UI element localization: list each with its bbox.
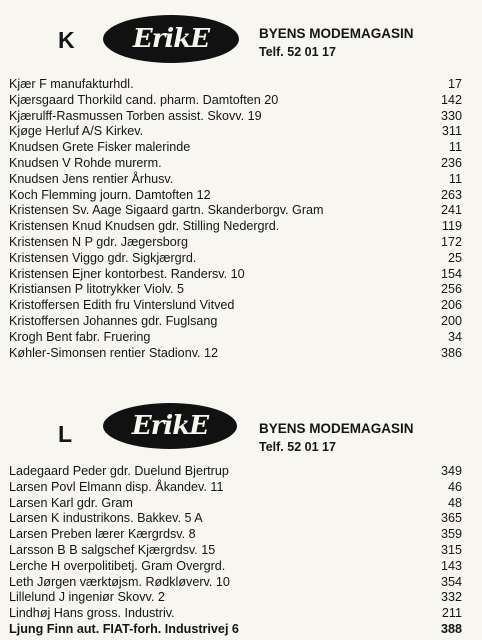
erike-logo: ErikE (103, 403, 237, 449)
store-slogan: BYENS MODEMAGASIN (259, 421, 414, 436)
entry-number: 311 (441, 124, 462, 139)
entry-name: Kristensen Sv. Aage Sigaard gartn. Skanderborgv. Gram (9, 203, 324, 218)
entry-name: Ljung Finn aut. FIAT-forh. Industrivej 6 (9, 621, 239, 636)
entry-number: 263 (440, 187, 462, 202)
directory-list (0, 464, 482, 638)
directory-entry (0, 622, 482, 638)
entry-number: 200 (440, 313, 462, 328)
entry-number: 17 (447, 77, 462, 91)
entry-number: 119 (441, 219, 462, 234)
directory-entry (0, 203, 482, 219)
entry-name: Knudsen Grete Fisker malerinde (9, 140, 191, 155)
entry-number: 332 (440, 590, 462, 605)
entry-number: 46 (447, 479, 462, 494)
entry-name: Kristensen Knud Knudsen gdr. Stilling Nedergrd. (9, 219, 280, 234)
directory-entry (0, 124, 482, 140)
entry-number: 154 (440, 266, 462, 281)
directory-entry (0, 77, 482, 93)
directory-entry (0, 109, 482, 125)
entry-number: 48 (447, 495, 462, 510)
entry-number: 142 (440, 92, 462, 107)
directory-entry (0, 330, 482, 346)
directory-entry (0, 282, 482, 298)
directory-entry (0, 298, 482, 314)
directory-entry (0, 590, 482, 606)
entry-number: 172 (440, 234, 462, 249)
entry-name: Lerche H overpolitibetj. Gram Overgrd. (9, 558, 226, 573)
directory-entry (0, 251, 482, 267)
entry-number: 211 (441, 606, 462, 621)
entry-number: 349 (440, 464, 462, 478)
directory-entry (0, 559, 482, 575)
entry-number: 11 (448, 140, 462, 155)
entry-name: Kristensen Ejner kontorbest. Randersv. 10 (9, 266, 245, 281)
erike-logo: ErikE (103, 15, 239, 63)
entry-name: Ladegaard Peder gdr. Duelund Bjertrup (9, 464, 229, 478)
entry-name: Knudsen V Rohde murerm. (9, 155, 162, 170)
entry-name: Larsen Karl gdr. Gram (9, 495, 133, 510)
store-phone: Telf. 52 01 17 (259, 45, 336, 59)
entry-name: Kristensen Viggo gdr. Sigkjærgrd. (9, 250, 197, 265)
entry-name: Kristensen N P gdr. Jægersborg (9, 234, 188, 249)
entry-name: Køhler-Simonsen rentier Stadionv. 12 (9, 345, 219, 360)
directory-entry (0, 172, 482, 188)
entry-name: Larsen Preben lærer Kærgrdsv. 8 (9, 527, 196, 542)
entry-number: 34 (447, 329, 462, 344)
directory-entry (0, 219, 482, 235)
directory-entry (0, 267, 482, 283)
entry-name: Lindhøj Hans gross. Industriv. (9, 606, 175, 621)
entry-number: 11 (448, 171, 462, 186)
entry-number: 143 (440, 558, 462, 573)
entry-number: 359 (440, 527, 462, 542)
entry-name: Leth Jørgen værktøjsm. Rødkløverv. 10 (9, 574, 230, 589)
store-phone: Telf. 52 01 17 (259, 440, 336, 454)
directory-entry (0, 346, 482, 362)
section-letter: L (58, 421, 73, 447)
directory-entry (0, 511, 482, 527)
entry-name: Krogh Bent fabr. Fruering (9, 329, 151, 344)
entry-name: Larsen K industrikons. Bakkev. 5 A (9, 511, 203, 526)
entry-number: 388 (440, 621, 462, 636)
entry-name: Kristiansen P litotrykker Violv. 5 (9, 282, 184, 297)
store-slogan: BYENS MODEMAGASIN (259, 26, 414, 41)
entry-number: 236 (440, 155, 462, 170)
directory-entry (0, 464, 482, 480)
entry-number: 206 (440, 298, 462, 313)
directory-entry (0, 527, 482, 543)
entry-name: Knudsen Jens rentier Århusv. (9, 171, 174, 186)
entry-number: 315 (440, 542, 462, 557)
section-letter: K (58, 27, 75, 53)
directory-entry (0, 188, 482, 204)
directory-entry (0, 140, 482, 156)
entry-number: 354 (440, 574, 462, 589)
entry-name: Larsen Povl Elmann disp. Åkandev. 11 (9, 479, 224, 494)
entry-name: Kristoffersen Edith fru Vinterslund Vitved (9, 298, 235, 313)
entry-name: Kjærsgaard Thorkild cand. pharm. Damtoften 20 (9, 92, 279, 107)
directory-entry (0, 575, 482, 591)
entry-number: 256 (440, 282, 462, 297)
entry-name: Kjær F manufakturhdl. (9, 77, 134, 91)
entry-number: 365 (440, 511, 462, 526)
entry-number: 330 (440, 108, 462, 123)
entry-name: Koch Flemming journ. Damtoften 12 (9, 187, 211, 202)
directory-entry (0, 543, 482, 559)
directory-entry (0, 480, 482, 496)
entry-name: Kristoffersen Johannes gdr. Fuglsang (9, 313, 218, 328)
directory-entry (0, 606, 482, 622)
directory-list (0, 77, 482, 361)
entry-name: Kjøge Herluf A/S Kirkev. (9, 124, 144, 139)
directory-entry (0, 156, 482, 172)
directory-entry (0, 93, 482, 109)
entry-name: Kjærulff-Rasmussen Torben assist. Skovv. 19 (9, 108, 262, 123)
entry-number: 241 (440, 203, 462, 218)
directory-entry (0, 235, 482, 251)
entry-name: Lillelund J ingeniør Skovv. 2 (9, 590, 165, 605)
entry-number: 25 (447, 250, 462, 265)
entry-number: 386 (440, 345, 462, 360)
entry-name: Larsson B B salgschef Kjærgrdsv. 15 (9, 542, 216, 557)
directory-entry (0, 314, 482, 330)
directory-entry (0, 496, 482, 512)
